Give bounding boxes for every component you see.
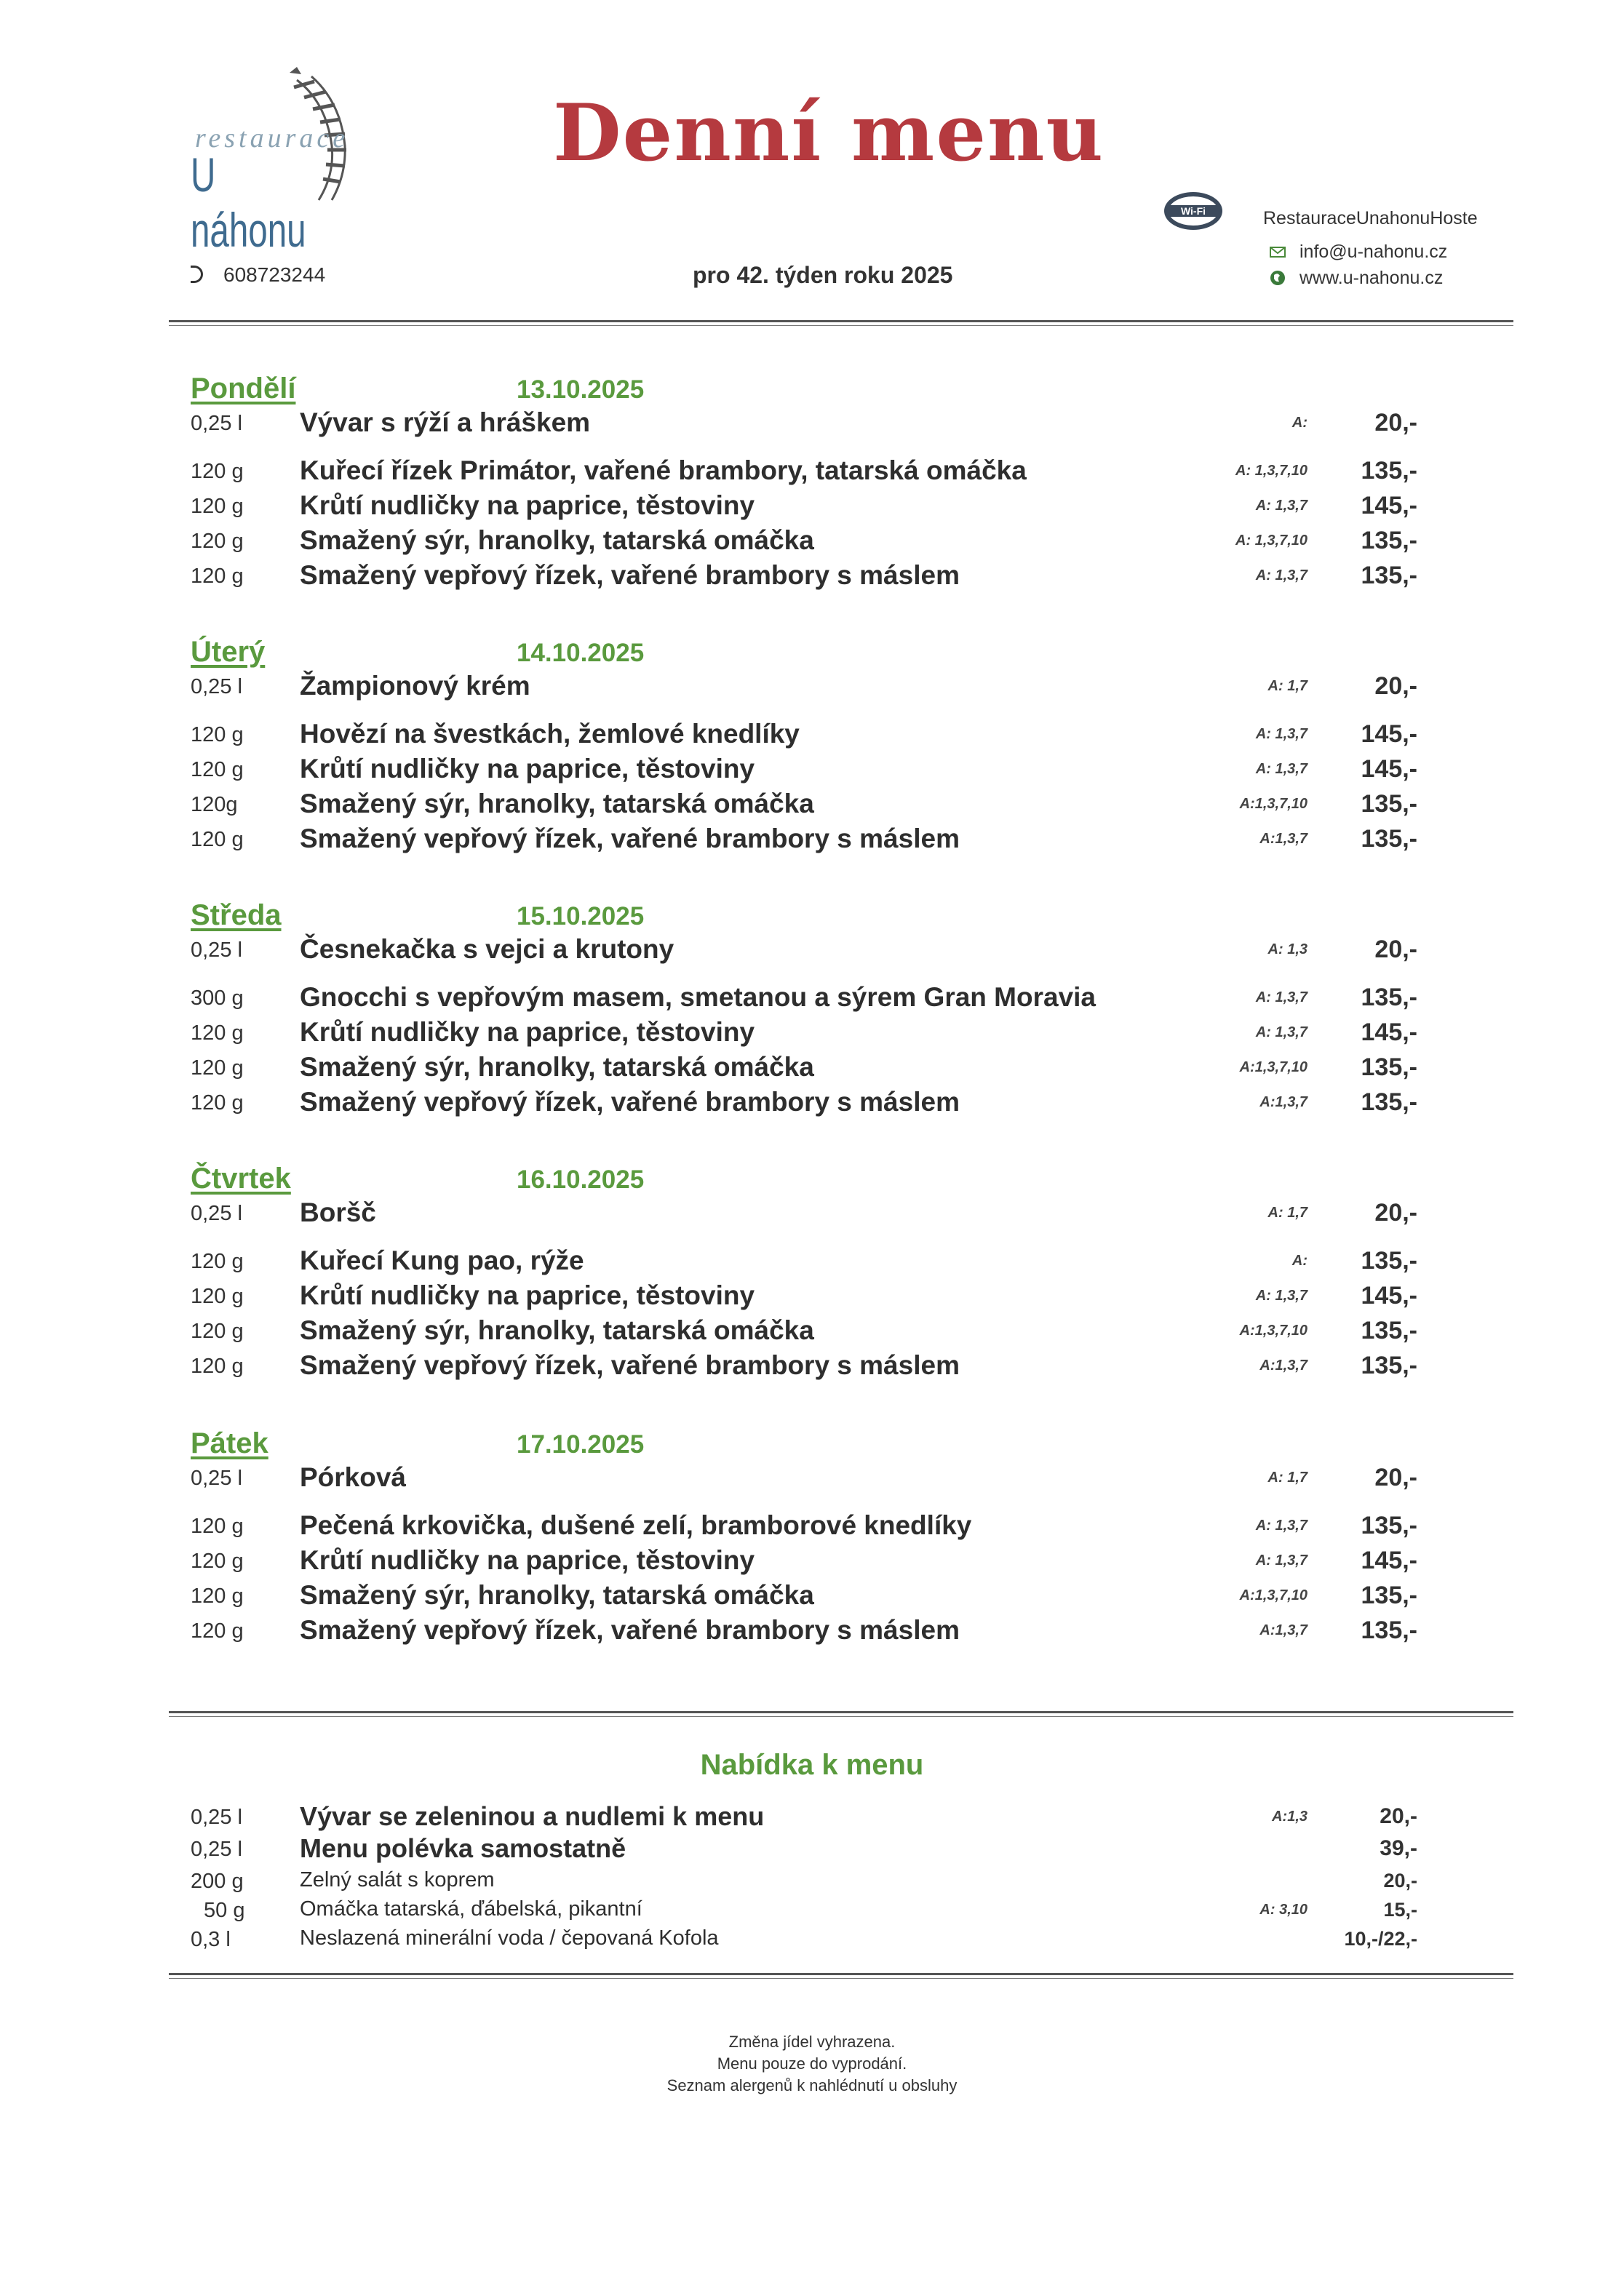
- divider-middle: [169, 1711, 1513, 1717]
- item-dish: Pórková: [300, 1462, 407, 1492]
- menu-item: [191, 1049, 1457, 1084]
- item-price: 135,-: [1361, 825, 1417, 853]
- item-price: 20,-: [1383, 1870, 1417, 1892]
- menu-item: [191, 979, 1457, 1014]
- item-allergens: A: 1,3,7,10: [1235, 533, 1307, 549]
- menu-item: [191, 821, 1457, 856]
- item-price: 135,-: [1361, 1247, 1417, 1275]
- item-price: 135,-: [1361, 790, 1417, 818]
- divider-bottom: [169, 1973, 1513, 1979]
- item-qty: 120 g: [191, 1021, 244, 1045]
- item-allergens: A: 1,3,7: [1255, 567, 1307, 583]
- item-price: 10,-/22,-: [1344, 1928, 1417, 1950]
- day-name: Čtvrtek: [191, 1163, 291, 1195]
- item-qty: 120 g: [191, 495, 244, 518]
- item-dish: Vývar se zeleninou a nudlemi k menu: [300, 1801, 765, 1831]
- item-dish: Smažený vepřový řízek, vařené brambory s máslem: [300, 1350, 960, 1380]
- phone: [191, 263, 325, 287]
- item-qty: 120 g: [191, 565, 244, 588]
- divider-top: [169, 320, 1513, 326]
- item-dish: Smažený vepřový řízek, vařené brambory s máslem: [300, 1615, 960, 1645]
- item-dish: Krůtí nudličky na paprice, těstoviny: [300, 754, 755, 784]
- item-price: 145,-: [1361, 1547, 1417, 1574]
- item-price: 135,-: [1361, 1582, 1417, 1609]
- item-allergens: A:1,3: [1272, 1809, 1307, 1825]
- item-qty: 0,25 l: [191, 1806, 242, 1829]
- item-allergens: A: 1,7: [1267, 678, 1307, 694]
- item-price: 135,-: [1361, 1088, 1417, 1116]
- item-allergens: A: 1,3,7: [1255, 1024, 1307, 1040]
- item-dish: Omáčka tatarská, ďábelská, pikantní: [300, 1897, 642, 1921]
- email-icon: [1269, 243, 1286, 260]
- item-allergens: A: 3,10: [1259, 1902, 1307, 1918]
- item-qty: 0,25 l: [191, 675, 242, 698]
- menu-item: [191, 786, 1457, 821]
- item-allergens: A: 1,3,7: [1255, 1552, 1307, 1568]
- item-dish: Pečená krkovička, dušené zelí, bramborové knedlíky: [300, 1510, 972, 1540]
- email-text: info@u-nahonu.cz: [1299, 242, 1448, 262]
- item-dish: Smažený sýr, hranolky, tatarská omáčka: [300, 789, 814, 818]
- item-dish: Menu polévka samostatně: [300, 1833, 626, 1863]
- item-qty: 120 g: [191, 1550, 244, 1573]
- menu-item: [191, 522, 1457, 557]
- menu-item: [191, 1277, 1457, 1312]
- menu-item: [191, 1542, 1457, 1577]
- email-link[interactable]: [1299, 242, 1447, 263]
- item-qty: 120 g: [191, 1619, 244, 1643]
- menu-item: [191, 557, 1457, 592]
- item-qty: 120g: [191, 793, 238, 816]
- item-dish: Smažený sýr, hranolky, tatarská omáčka: [300, 525, 814, 555]
- item-allergens: A: 1,3,7,10: [1235, 463, 1307, 479]
- item-qty: 0,25 l: [191, 938, 242, 962]
- day-name: Středa: [191, 899, 282, 931]
- item-qty: 0,3 l: [191, 1928, 231, 1951]
- item-price: 39,-: [1380, 1836, 1417, 1860]
- item-allergens: A:1,3,7,10: [1239, 796, 1307, 812]
- day-date: 17.10.2025: [517, 1430, 645, 1459]
- item-allergens: A:: [1291, 1253, 1307, 1269]
- item-dish: Vývar s rýží a hráškem: [300, 407, 591, 437]
- menu-item: [191, 453, 1457, 487]
- item-qty: 120 g: [191, 1056, 244, 1080]
- day-section-friday: [191, 1427, 1457, 1647]
- item-price: 145,-: [1361, 492, 1417, 519]
- footer-line: Menu pouze do vyprodání.: [717, 2054, 907, 2073]
- item-qty: 120 g: [191, 1355, 244, 1378]
- item-allergens: A:1,3,7: [1259, 1094, 1307, 1110]
- item-dish: Zelný salát s koprem: [300, 1868, 495, 1892]
- menu-item: [191, 751, 1457, 786]
- page-title: Denní menu: [553, 87, 1105, 179]
- item-dish: Krůtí nudličky na paprice, těstoviny: [300, 1017, 755, 1047]
- item-qty: 200 g: [191, 1870, 244, 1893]
- day-section-monday: [191, 372, 1457, 592]
- item-qty: 0,25 l: [191, 1467, 242, 1490]
- item-qty: 120 g: [191, 1250, 244, 1273]
- item-qty: 0,25 l: [191, 1838, 242, 1861]
- item-price: 135,-: [1361, 562, 1417, 589]
- item-price: 135,-: [1361, 527, 1417, 554]
- item-dish: Krůtí nudličky na paprice, těstoviny: [300, 1545, 755, 1575]
- menu-item: [191, 1195, 1457, 1229]
- day-name: Pátek: [191, 1427, 268, 1459]
- menu-item: [191, 1312, 1457, 1347]
- item-qty: 300 g: [191, 986, 244, 1010]
- logo-line1: restaurace: [195, 123, 349, 154]
- logo-line2: U náhonu: [191, 148, 306, 257]
- item-dish: Smažený sýr, hranolky, tatarská omáčka: [300, 1580, 814, 1610]
- menu-item: [191, 1459, 1457, 1494]
- item-allergens: A: 1,3,7: [1255, 989, 1307, 1005]
- item-price: 135,-: [1361, 1617, 1417, 1644]
- item-dish: Krůtí nudličky na paprice, těstoviny: [300, 1280, 755, 1310]
- item-allergens: A:: [1291, 415, 1307, 431]
- item-price: 145,-: [1361, 720, 1417, 748]
- item-dish: Žampionový krém: [300, 671, 530, 701]
- day-section-tuesday: [191, 636, 1457, 856]
- item-price: 15,-: [1383, 1899, 1417, 1921]
- menu-item: [191, 1084, 1457, 1119]
- item-dish: Hovězí na švestkách, žemlové knedlíky: [300, 719, 800, 749]
- item-qty: 120 g: [191, 828, 244, 851]
- item-qty: 120 g: [191, 530, 244, 553]
- offer-title: Nabídka k menu: [700, 1749, 924, 1781]
- day-date: 15.10.2025: [517, 902, 645, 930]
- item-qty: 120 g: [191, 1091, 244, 1115]
- item-allergens: A: 1,3,7: [1255, 761, 1307, 777]
- day-date: 16.10.2025: [517, 1165, 645, 1194]
- item-allergens: A:1,3,7: [1259, 831, 1307, 847]
- wifi-icon: [1163, 191, 1224, 231]
- offer-item: [191, 1833, 1457, 1865]
- item-price: 20,-: [1374, 1199, 1417, 1227]
- item-price: 20,-: [1374, 936, 1417, 963]
- web-link[interactable]: [1299, 268, 1443, 289]
- item-allergens: A: 1,3: [1267, 941, 1307, 957]
- item-price: 145,-: [1361, 1019, 1417, 1046]
- menu-item: [191, 1347, 1457, 1382]
- item-allergens: A:1,3,7: [1259, 1358, 1307, 1374]
- item-allergens: A: 1,3,7: [1255, 498, 1307, 514]
- item-dish: Smažený vepřový řízek, vařené brambory s máslem: [300, 560, 960, 590]
- item-price: 135,-: [1361, 984, 1417, 1011]
- item-qty: 120 g: [191, 723, 244, 746]
- menu-item: [191, 931, 1457, 966]
- item-qty: 120 g: [191, 758, 244, 781]
- week-label: pro 42. týden roku 2025: [693, 262, 953, 288]
- day-name: Úterý: [191, 636, 266, 668]
- menu-item: [191, 1243, 1457, 1277]
- item-qty: 0,25 l: [191, 1202, 242, 1225]
- offer-item: [191, 1801, 1457, 1833]
- offer-list: [191, 1801, 1457, 1953]
- item-allergens: A: 1,3,7: [1255, 726, 1307, 742]
- item-price: 20,-: [1374, 409, 1417, 437]
- day-date: 13.10.2025: [517, 375, 645, 404]
- item-dish: Smažený vepřový řízek, vařené brambory s máslem: [300, 1087, 960, 1117]
- item-dish: Krůtí nudličky na paprice, těstoviny: [300, 490, 755, 520]
- offer-item: [191, 1865, 1457, 1894]
- item-price: 135,-: [1361, 1352, 1417, 1379]
- footer-line: Seznam alergenů k nahlédnutí u obsluhy: [666, 2076, 958, 2094]
- item-allergens: A:1,3,7,10: [1239, 1587, 1307, 1603]
- day-section-wednesday: [191, 899, 1457, 1119]
- item-qty: 0,25 l: [191, 412, 242, 435]
- item-dish: Smažený sýr, hranolky, tatarská omáčka: [300, 1052, 814, 1082]
- phone-icon: [191, 266, 203, 283]
- item-price: 20,-: [1374, 1464, 1417, 1491]
- item-allergens: A: 1,7: [1267, 1470, 1307, 1486]
- item-price: 135,-: [1361, 1317, 1417, 1344]
- menu-item: [191, 716, 1457, 751]
- item-qty: 120 g: [191, 460, 244, 483]
- menu-item: [191, 1612, 1457, 1647]
- item-qty: 120 g: [191, 1515, 244, 1538]
- menu-item: [191, 404, 1457, 439]
- item-qty: 120 g: [191, 1320, 244, 1343]
- svg-text:Wi-Fi: Wi-Fi: [1180, 205, 1206, 217]
- item-dish: Smažený vepřový řízek, vařené brambory s máslem: [300, 824, 960, 853]
- menu-item: [191, 1577, 1457, 1612]
- item-price: 135,-: [1361, 457, 1417, 485]
- item-dish: Česnekačka s vejci a krutony: [300, 934, 674, 964]
- day-date: 14.10.2025: [517, 639, 645, 667]
- item-qty: 120 g: [191, 1285, 244, 1308]
- item-price: 20,-: [1374, 672, 1417, 700]
- offer-item: [191, 1924, 1457, 1953]
- facebook-link[interactable]: RestauraceUnahonuHoste: [1263, 208, 1478, 228]
- item-dish: Kuřecí Kung pao, rýže: [300, 1245, 584, 1275]
- web-text: www.u-nahonu.cz: [1299, 268, 1444, 288]
- item-price: 20,-: [1380, 1804, 1417, 1828]
- day-section-thursday: [191, 1163, 1457, 1382]
- menu-item: [191, 1014, 1457, 1049]
- item-qty: 50 g: [204, 1899, 245, 1922]
- menu-item: [191, 1507, 1457, 1542]
- item-price: 135,-: [1361, 1512, 1417, 1539]
- item-dish: Smažený sýr, hranolky, tatarská omáčka: [300, 1315, 814, 1345]
- item-price: 145,-: [1361, 755, 1417, 783]
- web-icon: [1269, 269, 1286, 287]
- item-qty: 120 g: [191, 1585, 244, 1608]
- item-dish: Gnocchi s vepřovým masem, smetanou a sýrem Gran Moravia: [300, 982, 1096, 1012]
- menu-item: [191, 487, 1457, 522]
- restaurant-logo: [188, 65, 370, 257]
- item-allergens: A:1,3,7,10: [1239, 1323, 1307, 1339]
- item-allergens: A: 1,3,7: [1255, 1288, 1307, 1304]
- item-price: 145,-: [1361, 1282, 1417, 1310]
- footer-line: Změna jídel vyhrazena.: [728, 2033, 896, 2051]
- item-dish: Kuřecí řízek Primátor, vařené brambory, tatarská omáčka: [300, 455, 1027, 485]
- item-allergens: A: 1,7: [1267, 1205, 1307, 1221]
- item-allergens: A: 1,3,7: [1255, 1518, 1307, 1534]
- footer-notes: [0, 2031, 1624, 2097]
- menu-item: [191, 668, 1457, 703]
- item-dish: Neslazená minerální voda / čepovaná Kofola: [300, 1926, 719, 1950]
- item-allergens: A:1,3,7: [1259, 1622, 1307, 1638]
- offer-item: [191, 1894, 1457, 1924]
- item-dish: Boršč: [300, 1197, 376, 1227]
- item-price: 135,-: [1361, 1053, 1417, 1081]
- day-name: Pondělí: [191, 372, 296, 404]
- phone-number: 608723244: [223, 263, 326, 286]
- item-allergens: A:1,3,7,10: [1239, 1059, 1307, 1075]
